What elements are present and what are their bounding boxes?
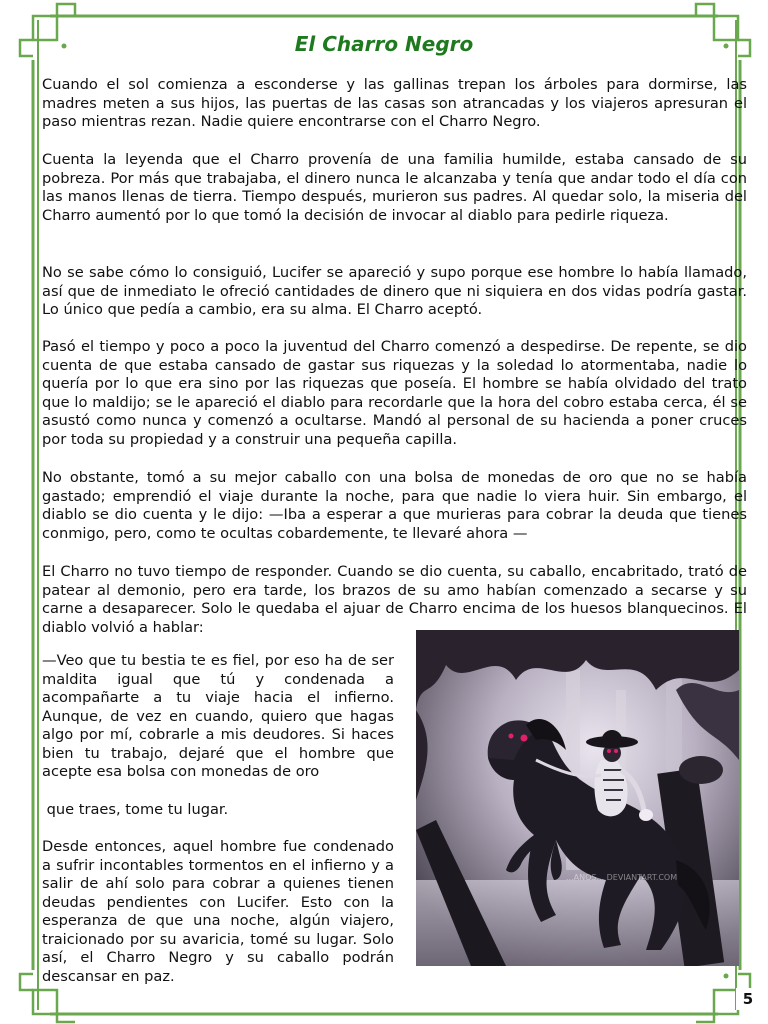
paragraph-2: Cuenta la leyenda que el Charro provenía de una familia humilde, estaba cansado de su pobreza. Por más que trabajaba, el dinero nunca le alcanzaba y tenía que andar todo el día con las manos llenas de tierra. Tiempo después, murieron sus padres. Al quedar solo, la miseria del Charro aumentó por lo que tomó la decisión de invocar al diablo para pedirle riqueza.	[42, 151, 747, 224]
paragraph-5: No obstante, tomó a su mejor caballo con una bolsa de monedas de oro que no se había gastado; emprendió el viaje durante la noche, para que nadie lo viera huir. Sin embargo, el diablo se dio cuenta y le dijo: —Iba a esperar a que murieras para cobrar la deuda que tienes conmigo, pero, como te ocultas cobardemente, te llevaré ahora —	[42, 469, 747, 542]
paragraph-6: El Charro no tuvo tiempo de responder. Cuando se dio cuenta, su caballo, encabritado, trató de patear al demonio, pero era tarde, los brazos de su amo habían comenzado a secarse y su carne a desaparecer. Solo le quedaba el ajuar de Charro encima de los huesos blanquecinos. El diablo volvió a hablar:	[42, 563, 747, 636]
paragraph-4: Pasó el tiempo y poco a poco la juventud del Charro comenzó a despedirse. De repente, se dio cuenta de que estaba cansado de gastar sus riquezas y la soledad lo atormentaba, nadie lo quería por lo que era sino por las riquezas que poseía. El hombre se había olvidado del trato que lo maldijo; se le apareció el diablo para recordarle que la hora del cobro estaba cerca, él se asustó como nunca y comenzó a ocultarse. Mandó al personal de su hacienda a poner cruces por toda su propiedad y a construir una pequeña capilla.	[42, 338, 747, 448]
charro-negro-illustration	[416, 630, 739, 966]
paragraph-3: No se sabe cómo lo consiguió, Lucifer se apareció y supo porque ese hombre lo había llamado, así que de inmediato le ofreció cantidades de dinero que ni siquiera en dos vidas podría gastar. Lo único que pedía a cambio, era su alma. El Charro aceptó.	[42, 264, 747, 318]
paragraph-8: Desde entonces, aquel hombre fue condenado a sufrir incontables tormentos en el infierno y a salir de ahí solo para cobrar a quienes tienen deudas pendientes con Lucifer. Esto con la esperanza de que una noche, algún viajero, traicionado por su avaricia, tomé su lugar. Solo así, el Charro Negro y su caballo podrán descansar en paz.	[42, 838, 394, 985]
page-number: 5	[736, 988, 760, 1010]
page-title: El Charro Negro	[294, 32, 474, 56]
paragraph-1: Cuando el sol comienza a esconderse y las gallinas trepan los árboles para dormirse, las madres meten a sus hijos, las puertas de las casas son atrancadas y los viajeros apresuran el paso mientras rezan. Nadie quiere encontrarse con el Charro Negro.	[42, 76, 747, 130]
paragraph-7: —Veo que tu bestia te es fiel, por eso ha de ser maldita igual que tú y condenada a acompañarte a tu viaje hacia el infierno. Aunque, de vez en cuando, quiero que hagas algo por mí, cobrarle a mis deudores. Si haces bien tu trabajo, dejaré que el hombre que acepte esa bolsa con monedas de oro	[42, 652, 394, 780]
paragraph-7-continuation: que traes, tome tu lugar.	[42, 801, 229, 818]
illustration-watermark: ...ANOS... DEVIANTART.COM	[566, 873, 678, 882]
